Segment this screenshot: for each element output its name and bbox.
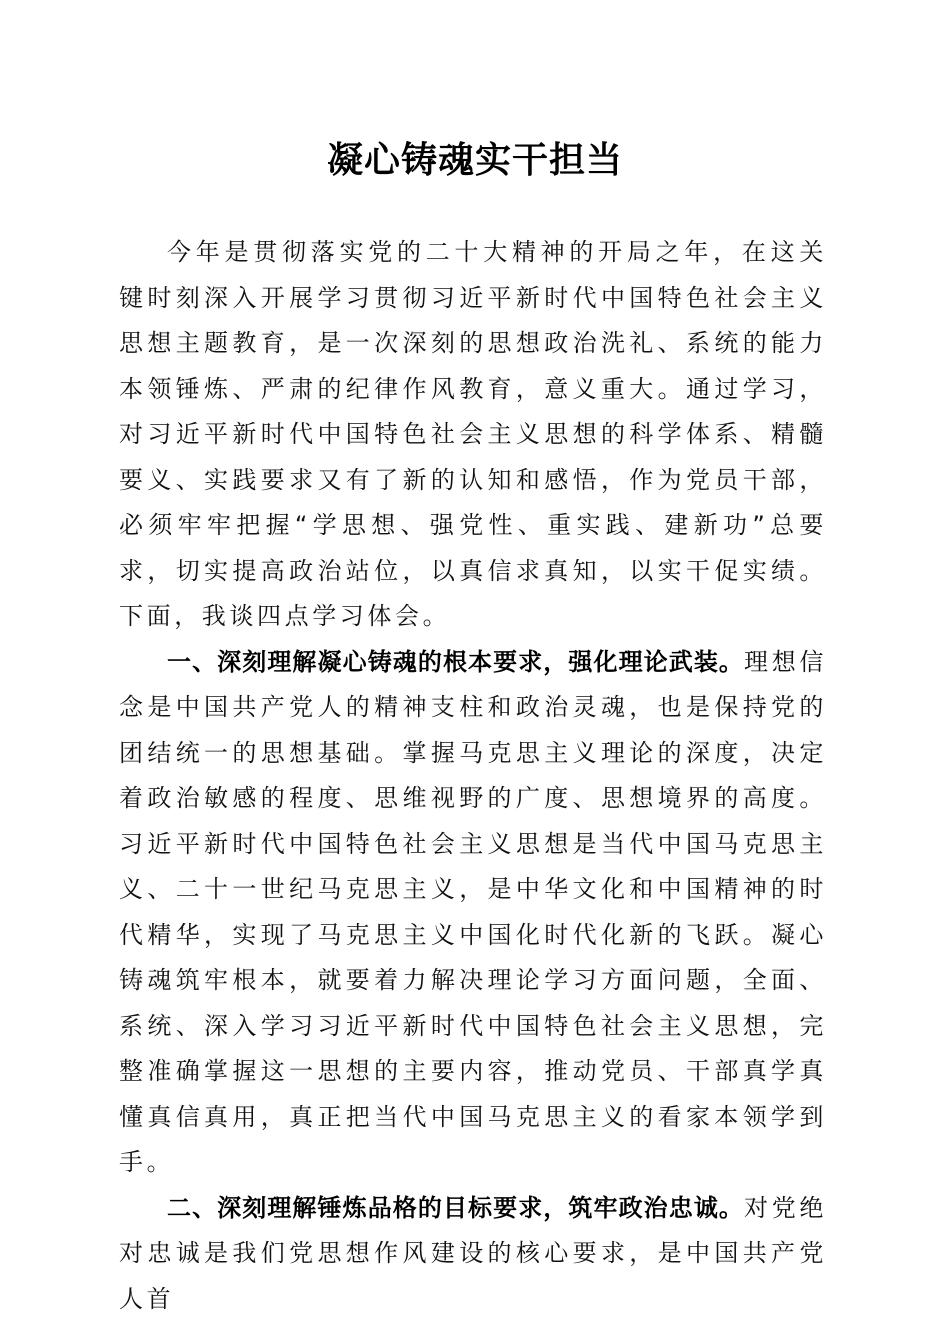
document-body (119, 230, 827, 1322)
section-2-heading: 二、深刻理解锤炼品格的目标要求，筑牢政治忠诚。 (167, 1193, 745, 1222)
section-1-heading: 一、深刻理解凝心铸魂的根本要求，强化理论武装。 (167, 647, 745, 676)
section-1-text: 理想信念是中国共产党人的精神支柱和政治灵魂，也是保持党的团结统一的思想基础。掌握马克思主义理论的深度，决定着政治敏感的程度、思维视野的广度、思想境界的高度。习近平新时代中国特色社会主义思想是当代中国马克思主义、二十一世纪马克思主义，是中华文化和中国精神的时代精华，实现了马克思主义中国化时代化新的飞跃。凝心铸魂筑牢根本，就要着力解决理论学习方面问题，全面、系统、深入学习习近平新时代中国特色社会主义思想，完整准确掌握这一思想的主要内容，推动党员、干部真学真懂真信真用，真正把当代中国马克思主义的看家本领学到手。 (119, 647, 827, 1176)
document-title: 凝心铸魂实干担当 (326, 139, 623, 181)
section-1-paragraph (119, 640, 827, 1186)
section-2-text: 对党绝对忠诚是我们党思想作风建设的核心要求，是中国共产党人首 (119, 1193, 827, 1313)
section-2-paragraph (119, 1186, 827, 1323)
intro-paragraph: 今年是贯彻落实党的二十大精神的开局之年，在这关键时刻深入开展学习贯彻习近平新时代中国特色社会主义思想主题教育，是一次深刻的思想政治洗礼、系统的能力本领锤炼、严肃的纪律作风教育，意义重大。通过学习，对习近平新时代中国特色社会主义思想的科学体系、精髓要义、实践要求又有了新的认知和感悟，作为党员干部，必须牢牢把握“学思想、强党性、重实践、建新功”总要求，切实提高政治站位，以真信求真知，以实干促实绩。下面，我谈四点学习体会。 (119, 238, 827, 630)
